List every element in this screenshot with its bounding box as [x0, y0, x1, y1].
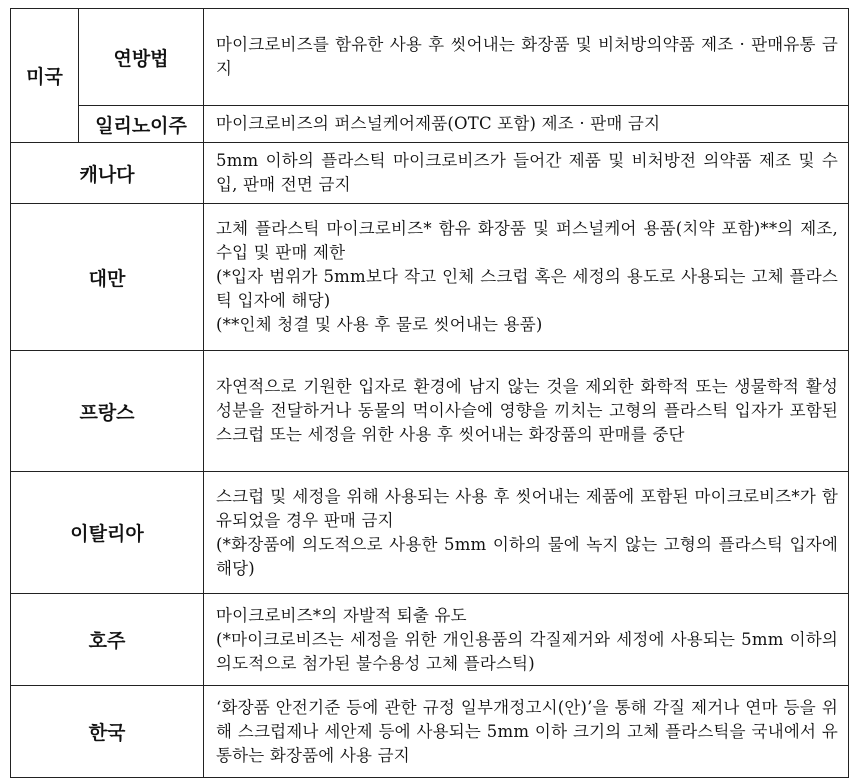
regulation-table [10, 8, 849, 778]
regulation-cell [204, 594, 849, 686]
table-row [11, 351, 849, 472]
regulation-cell [204, 106, 849, 143]
regulation-text: ‘화장품 안전기준 등에 관한 규정 일부개정고시(안)’을 통해 각질 제거나 연마 등을 위해 스크럽제나 세안제 등에 사용되는 5mm 이하 크기의 고체 플라스틱을 국내에서 유통하는 화장품에 사용 금지 [216, 697, 838, 765]
table-row [11, 204, 849, 351]
regulation-cell [204, 143, 849, 204]
country-cell: 대만 [11, 204, 204, 351]
regulation-note: (*입자 범위가 5mm보다 작고 인체 스크럽 혹은 세정의 용도로 사용되는 고체 플라스틱 입자에 해당) [216, 267, 838, 310]
regulation-text: 마이크로비즈를 함유한 사용 후 씻어내는 화장품 및 비처방의약품 제조 · 판매유통 금지 [216, 35, 838, 78]
country-cell: 미국 [11, 9, 79, 143]
regulation-note: (*화장품에 의도적으로 사용한 5mm 이하의 물에 녹지 않는 고형의 플라스틱 입자에 해당) [216, 534, 838, 578]
table-row [11, 686, 849, 778]
table-row [11, 594, 849, 686]
table-row [11, 472, 849, 594]
regulation-text: 스크럽 및 세정을 위해 사용되는 사용 후 씻어내는 제품에 포함된 마이크로비즈*가 함유되었을 경우 판매 금지 [216, 486, 838, 530]
table-row [11, 106, 849, 143]
country-cell: 이탈리아 [11, 472, 204, 594]
regulation-text: 마이크로비즈의 퍼스널케어제품(OTC 포함) 제조 · 판매 금지 [216, 114, 661, 133]
table-row [11, 143, 849, 204]
regulation-text: 마이크로비즈*의 자발적 퇴출 유도 [216, 605, 467, 625]
country-cell: 캐나다 [11, 143, 204, 204]
regulation-text: 고체 플라스틱 마이크로비즈* 함유 화장품 및 퍼스널케어 용품(치약 포함)**의 제조, 수입 및 판매 제한 [216, 219, 838, 262]
regulation-note: (**인체 청결 및 사용 후 물로 씻어내는 용품) [216, 315, 543, 334]
regulation-cell [204, 472, 849, 594]
subregion-cell: 연방법 [79, 9, 204, 106]
country-cell: 호주 [11, 594, 204, 686]
regulation-note: (*마이크로비즈는 세정을 위한 개인용품의 각질제거와 세정에 사용되는 5mm 이하의 의도적으로 첨가된 불수용성 고체 플라스틱) [216, 629, 838, 673]
subregion-cell: 일리노이주 [79, 106, 204, 143]
regulation-cell [204, 351, 849, 472]
regulation-cell [204, 204, 849, 351]
regulation-cell [204, 686, 849, 778]
regulation-text: 5mm 이하의 플라스틱 마이크로비즈가 들어간 제품 및 비처방전 의약품 제조 및 수입, 판매 전면 금지 [216, 151, 838, 194]
regulation-text: 자연적으로 기원한 입자로 환경에 남지 않는 것을 제외한 화학적 또는 생물학적 활성 성분을 전달하거나 동물의 먹이사슬에 영향을 끼치는 고형의 플라스틱 입자가 포함된 스크럽 또는 세정을 위한 사용 후 씻어내는 화장품의 판매를 중단 [216, 377, 838, 444]
country-cell: 한국 [11, 686, 204, 778]
table-row [11, 9, 849, 106]
country-cell: 프랑스 [11, 351, 204, 472]
regulation-cell [204, 9, 849, 106]
